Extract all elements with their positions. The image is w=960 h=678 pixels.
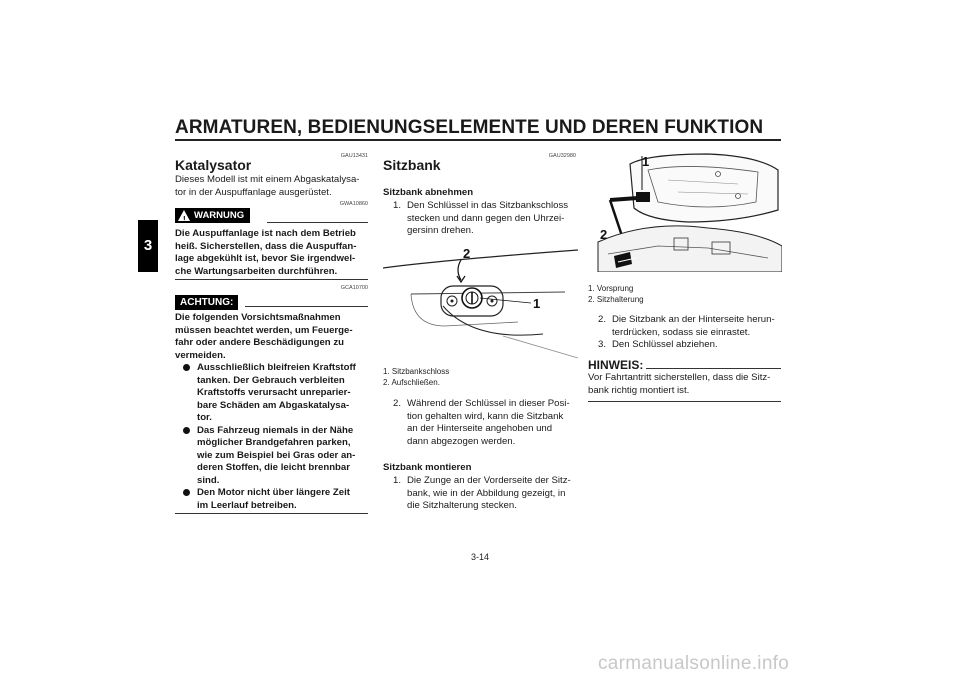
text-line: bare Schäden am Abgaskatalysa- xyxy=(197,399,350,411)
text-line: che Wartungsarbeiten durchführen. xyxy=(175,265,338,277)
achtung-header-rule xyxy=(245,306,368,307)
hinweis-header xyxy=(588,356,781,372)
bullet-item xyxy=(175,487,370,512)
text-line: vermeiden. xyxy=(175,349,226,361)
heading-seat: Sitzbank xyxy=(383,157,441,173)
warning-badge xyxy=(175,208,250,223)
list-item: 2. Während der Schlüssel in dieser Posi- tion gehalten wird, kann die Sitzbank an der Hinterseite angehoben und dann abgezogen werden. xyxy=(393,398,578,448)
achtung-header xyxy=(175,292,368,308)
caption-line: 2. Aufschließen. xyxy=(383,378,440,387)
step-list-remove-2 xyxy=(393,398,578,448)
page-number: 3-14 xyxy=(470,552,489,562)
text-line: tor in der Auspuffanlage ausgerüstet. xyxy=(175,186,332,198)
text-line: bank richtig montiert ist. xyxy=(588,384,690,396)
warning-header-rule xyxy=(267,222,368,223)
text-line: die Sitzhalterung stecken. xyxy=(407,500,517,511)
caption-line: 1. Sitzbankschloss xyxy=(383,367,450,376)
bullet-dot-icon xyxy=(183,427,190,434)
figure-label: 2 xyxy=(463,246,471,261)
chapter-tab: 3 xyxy=(138,220,158,272)
text-line: Kraftstoffs verursacht unreparier- xyxy=(197,387,351,398)
bullet-dot-icon xyxy=(183,364,190,371)
text-line: möglicher Brandgefahren parken, xyxy=(197,437,351,448)
text-line: müssen beachtet werden, um Feuerge- xyxy=(175,324,353,336)
achtung-text xyxy=(175,312,370,512)
text-line: Den Motor nicht über längere Zeit xyxy=(197,487,350,498)
section-code-seat: GAU32980 xyxy=(548,153,576,159)
warning-header xyxy=(175,208,368,224)
text-line: Ausschließlich bleifreien Kraftstoff xyxy=(197,362,356,373)
text-line: deren Stoffen, die leicht brennbar xyxy=(197,462,350,473)
text-line: stecken und dann gegen den Uhrzei- xyxy=(407,212,565,224)
page-title: ARMATUREN, BEDIENUNGSELEMENTE UND DEREN FUNKTION xyxy=(175,117,764,138)
text-line: Den Schlüssel abziehen. xyxy=(612,339,718,350)
bullet-item xyxy=(175,362,370,425)
text-line: fahr oder andere Beschädigungen zu xyxy=(175,337,344,348)
bullet-dot-icon xyxy=(183,489,190,496)
list-item: 1. Die Zunge an der Vorderseite der Sitz- bank, wie in der Abbildung gezeigt, in die Sitzhalterung stecken. xyxy=(393,475,578,513)
title-rule xyxy=(175,139,781,141)
text-line: Das Fahrzeug niemals in der Nähe xyxy=(197,424,354,436)
hinweis-label: HINWEIS: xyxy=(588,358,644,372)
text-line: im Leerlauf betreiben. xyxy=(197,499,297,511)
achtung-badge: ACHTUNG: xyxy=(175,295,238,310)
text-line: Den Schlüssel in das Sitzbankschloss xyxy=(407,200,569,211)
hinweis-text xyxy=(588,372,782,397)
achtung-bottom-rule xyxy=(175,513,368,514)
figure-caption-holder xyxy=(588,283,644,305)
bullet-item xyxy=(175,425,370,488)
text-line: tor. xyxy=(197,412,212,423)
watermark: carmanualsonline.info xyxy=(598,653,790,674)
step-list-remove xyxy=(393,200,578,238)
warning-bottom-rule xyxy=(175,279,368,280)
hinweis-header-rule xyxy=(646,368,781,369)
subheading-remove-seat: Sitzbank abnehmen xyxy=(383,187,474,198)
figure-caption-lock xyxy=(383,366,449,388)
caption-line: 1. Vorsprung xyxy=(588,284,634,293)
achtung-code: GCA10700 xyxy=(340,285,368,291)
text-line: terdrücken, sodass sie einrastet. xyxy=(612,326,751,338)
text-line: lage abgekühlt ist, bevor Sie irgendwel- xyxy=(175,253,356,264)
text-line: sind. xyxy=(197,474,220,486)
warning-label: WARNUNG xyxy=(194,210,245,221)
text-line: bank, wie in der Abbildung gezeigt, in xyxy=(407,487,566,499)
figure-label: 2 xyxy=(600,227,608,242)
text-line: Die Sitzbank an der Hinterseite herun- xyxy=(612,314,775,325)
text-line: Vor Fahrtantritt sicherstellen, dass die Sitz- xyxy=(588,372,771,383)
catalyst-intro xyxy=(175,174,370,199)
caption-line: 2. Sitzhalterung xyxy=(588,295,644,304)
text-line: tanken. Der Gebrauch verbleiten xyxy=(197,374,345,386)
text-line: an der Hinterseite angehoben und xyxy=(407,423,553,434)
seat-holder-illustration xyxy=(588,150,782,272)
warning-code: GWA10860 xyxy=(339,201,368,207)
text-line: Dieses Modell ist mit einem Abgaskatalysa- xyxy=(175,174,360,185)
hinweis-bottom-rule xyxy=(588,401,781,402)
step-list-install xyxy=(393,475,578,513)
figure-label: 1 xyxy=(533,296,541,311)
warning-text xyxy=(175,228,370,278)
list-item: 2. Die Sitzbank an der Hinterseite herun- terdrücken, sodass sie einrastet. xyxy=(598,314,786,339)
heading-catalyst: Katalysator xyxy=(175,157,252,173)
text-line: Die Zunge an der Vorderseite der Sitz- xyxy=(407,475,571,486)
text-line: Während der Schlüssel in dieser Posi- xyxy=(407,398,570,409)
section-code-catalyst: GAU13431 xyxy=(340,153,368,159)
list-item: 3. Den Schlüssel abziehen. xyxy=(598,339,786,352)
text-line: heiß. Sicherstellen, dass die Auspuffan- xyxy=(175,240,357,252)
text-line: tion gehalten wird, kann die Sitzbank xyxy=(407,410,564,422)
text-line: gersinn drehen. xyxy=(407,225,474,236)
text-line: dann abgezogen werden. xyxy=(407,435,516,447)
subheading-install-seat: Sitzbank montieren xyxy=(383,462,472,473)
text-line: Die Auspuffanlage ist nach dem Betrieb xyxy=(175,228,356,239)
seat-lock-illustration xyxy=(383,246,578,360)
step-list-install-2 xyxy=(598,314,786,352)
list-item: 1. Den Schlüssel in das Sitzbankschloss stecken und dann gegen den Uhrzei- gersinn drehen. xyxy=(393,200,578,238)
figure-label: 1 xyxy=(642,154,650,169)
warning-triangle-icon: ! xyxy=(178,210,190,221)
text-line: Die folgenden Vorsichtsmaßnahmen xyxy=(175,312,341,323)
text-line: wie zum Beispiel bei Gras oder an- xyxy=(197,449,356,461)
